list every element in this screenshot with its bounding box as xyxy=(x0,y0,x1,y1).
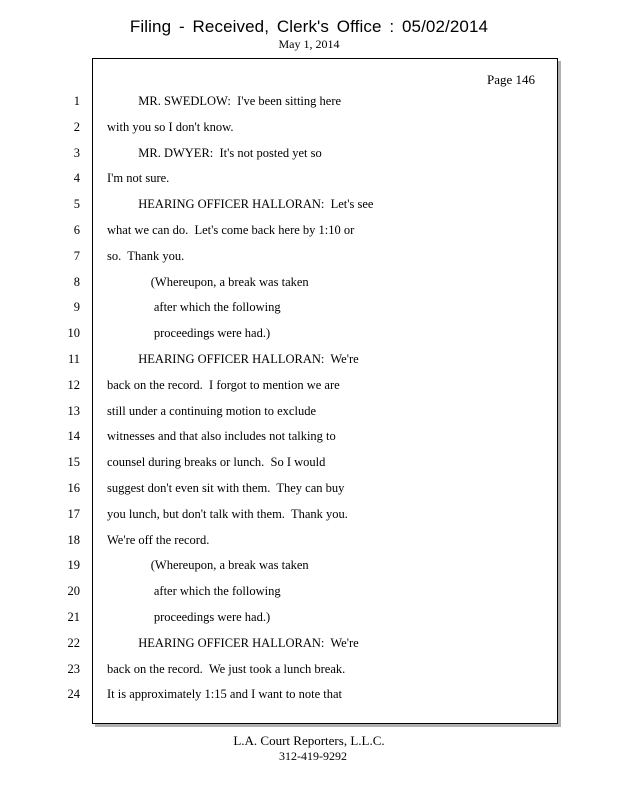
line-number: 4 xyxy=(73,171,80,185)
line-text: I'm not sure. xyxy=(107,171,170,185)
line-text: We're off the record. xyxy=(107,533,210,547)
line-text: proceedings were had.) xyxy=(107,610,271,624)
line-number: 2 xyxy=(73,120,80,134)
line-text: counsel during breaks or lunch. So I would xyxy=(107,455,326,469)
footer-phone: 312-419-9292 xyxy=(279,749,347,763)
page-number: Page 146 xyxy=(486,72,535,87)
line-number: 19 xyxy=(67,558,80,572)
line-text: after which the following xyxy=(107,300,281,314)
line-text: still under a continuing motion to exclude xyxy=(107,404,316,418)
line-number: 11 xyxy=(67,352,80,366)
footer-company: L.A. Court Reporters, L.L.C. xyxy=(233,733,385,748)
line-number: 23 xyxy=(67,662,80,676)
line-number: 9 xyxy=(73,300,80,314)
line-text: back on the record. We just took a lunch break. xyxy=(107,662,346,676)
line-number: 15 xyxy=(67,455,80,469)
line-text: what we can do. Let's come back here by 1:10 or xyxy=(107,223,355,237)
line-text: HEARING OFFICER HALLORAN: We're xyxy=(107,352,359,366)
line-text: HEARING OFFICER HALLORAN: We're xyxy=(107,636,359,650)
line-number: 6 xyxy=(73,223,80,237)
line-number: 12 xyxy=(67,378,80,392)
line-text: suggest don't even sit with them. They can buy xyxy=(107,481,345,495)
line-number: 14 xyxy=(67,429,80,443)
line-text: with you so I don't know. xyxy=(107,120,234,134)
line-text: HEARING OFFICER HALLORAN: Let's see xyxy=(107,197,374,211)
line-number: 18 xyxy=(67,533,80,547)
line-number: 3 xyxy=(73,146,80,160)
line-number: 10 xyxy=(67,326,80,340)
line-text: back on the record. I forgot to mention we are xyxy=(107,378,340,392)
line-text: (Whereupon, a break was taken xyxy=(107,275,309,289)
line-number: 13 xyxy=(67,404,80,418)
line-number: 1 xyxy=(73,94,80,108)
line-text: (Whereupon, a break was taken xyxy=(107,558,309,572)
line-number: 16 xyxy=(67,481,80,495)
transcript-date: May 1, 2014 xyxy=(278,37,340,51)
line-text: you lunch, but don't talk with them. Thank you. xyxy=(107,507,348,521)
line-number: 8 xyxy=(73,275,80,289)
line-number: 22 xyxy=(67,636,80,650)
line-number: 24 xyxy=(67,687,80,701)
line-text: after which the following xyxy=(107,584,281,598)
line-text: MR. DWYER: It's not posted yet so xyxy=(107,146,322,160)
line-number: 21 xyxy=(67,610,80,624)
line-number: 20 xyxy=(67,584,80,598)
line-number: 7 xyxy=(73,249,80,263)
line-text: MR. SWEDLOW: I've been sitting here xyxy=(107,94,342,108)
filing-header: Filing - Received, Clerk's Office : 05/02/2014 xyxy=(129,17,489,36)
line-number: 17 xyxy=(67,507,80,521)
line-number: 5 xyxy=(73,197,80,211)
line-text: so. Thank you. xyxy=(107,249,185,263)
line-text: It is approximately 1:15 and I want to note that xyxy=(107,687,343,701)
line-text: witnesses and that also includes not talking to xyxy=(107,429,336,443)
line-text: proceedings were had.) xyxy=(107,326,271,340)
